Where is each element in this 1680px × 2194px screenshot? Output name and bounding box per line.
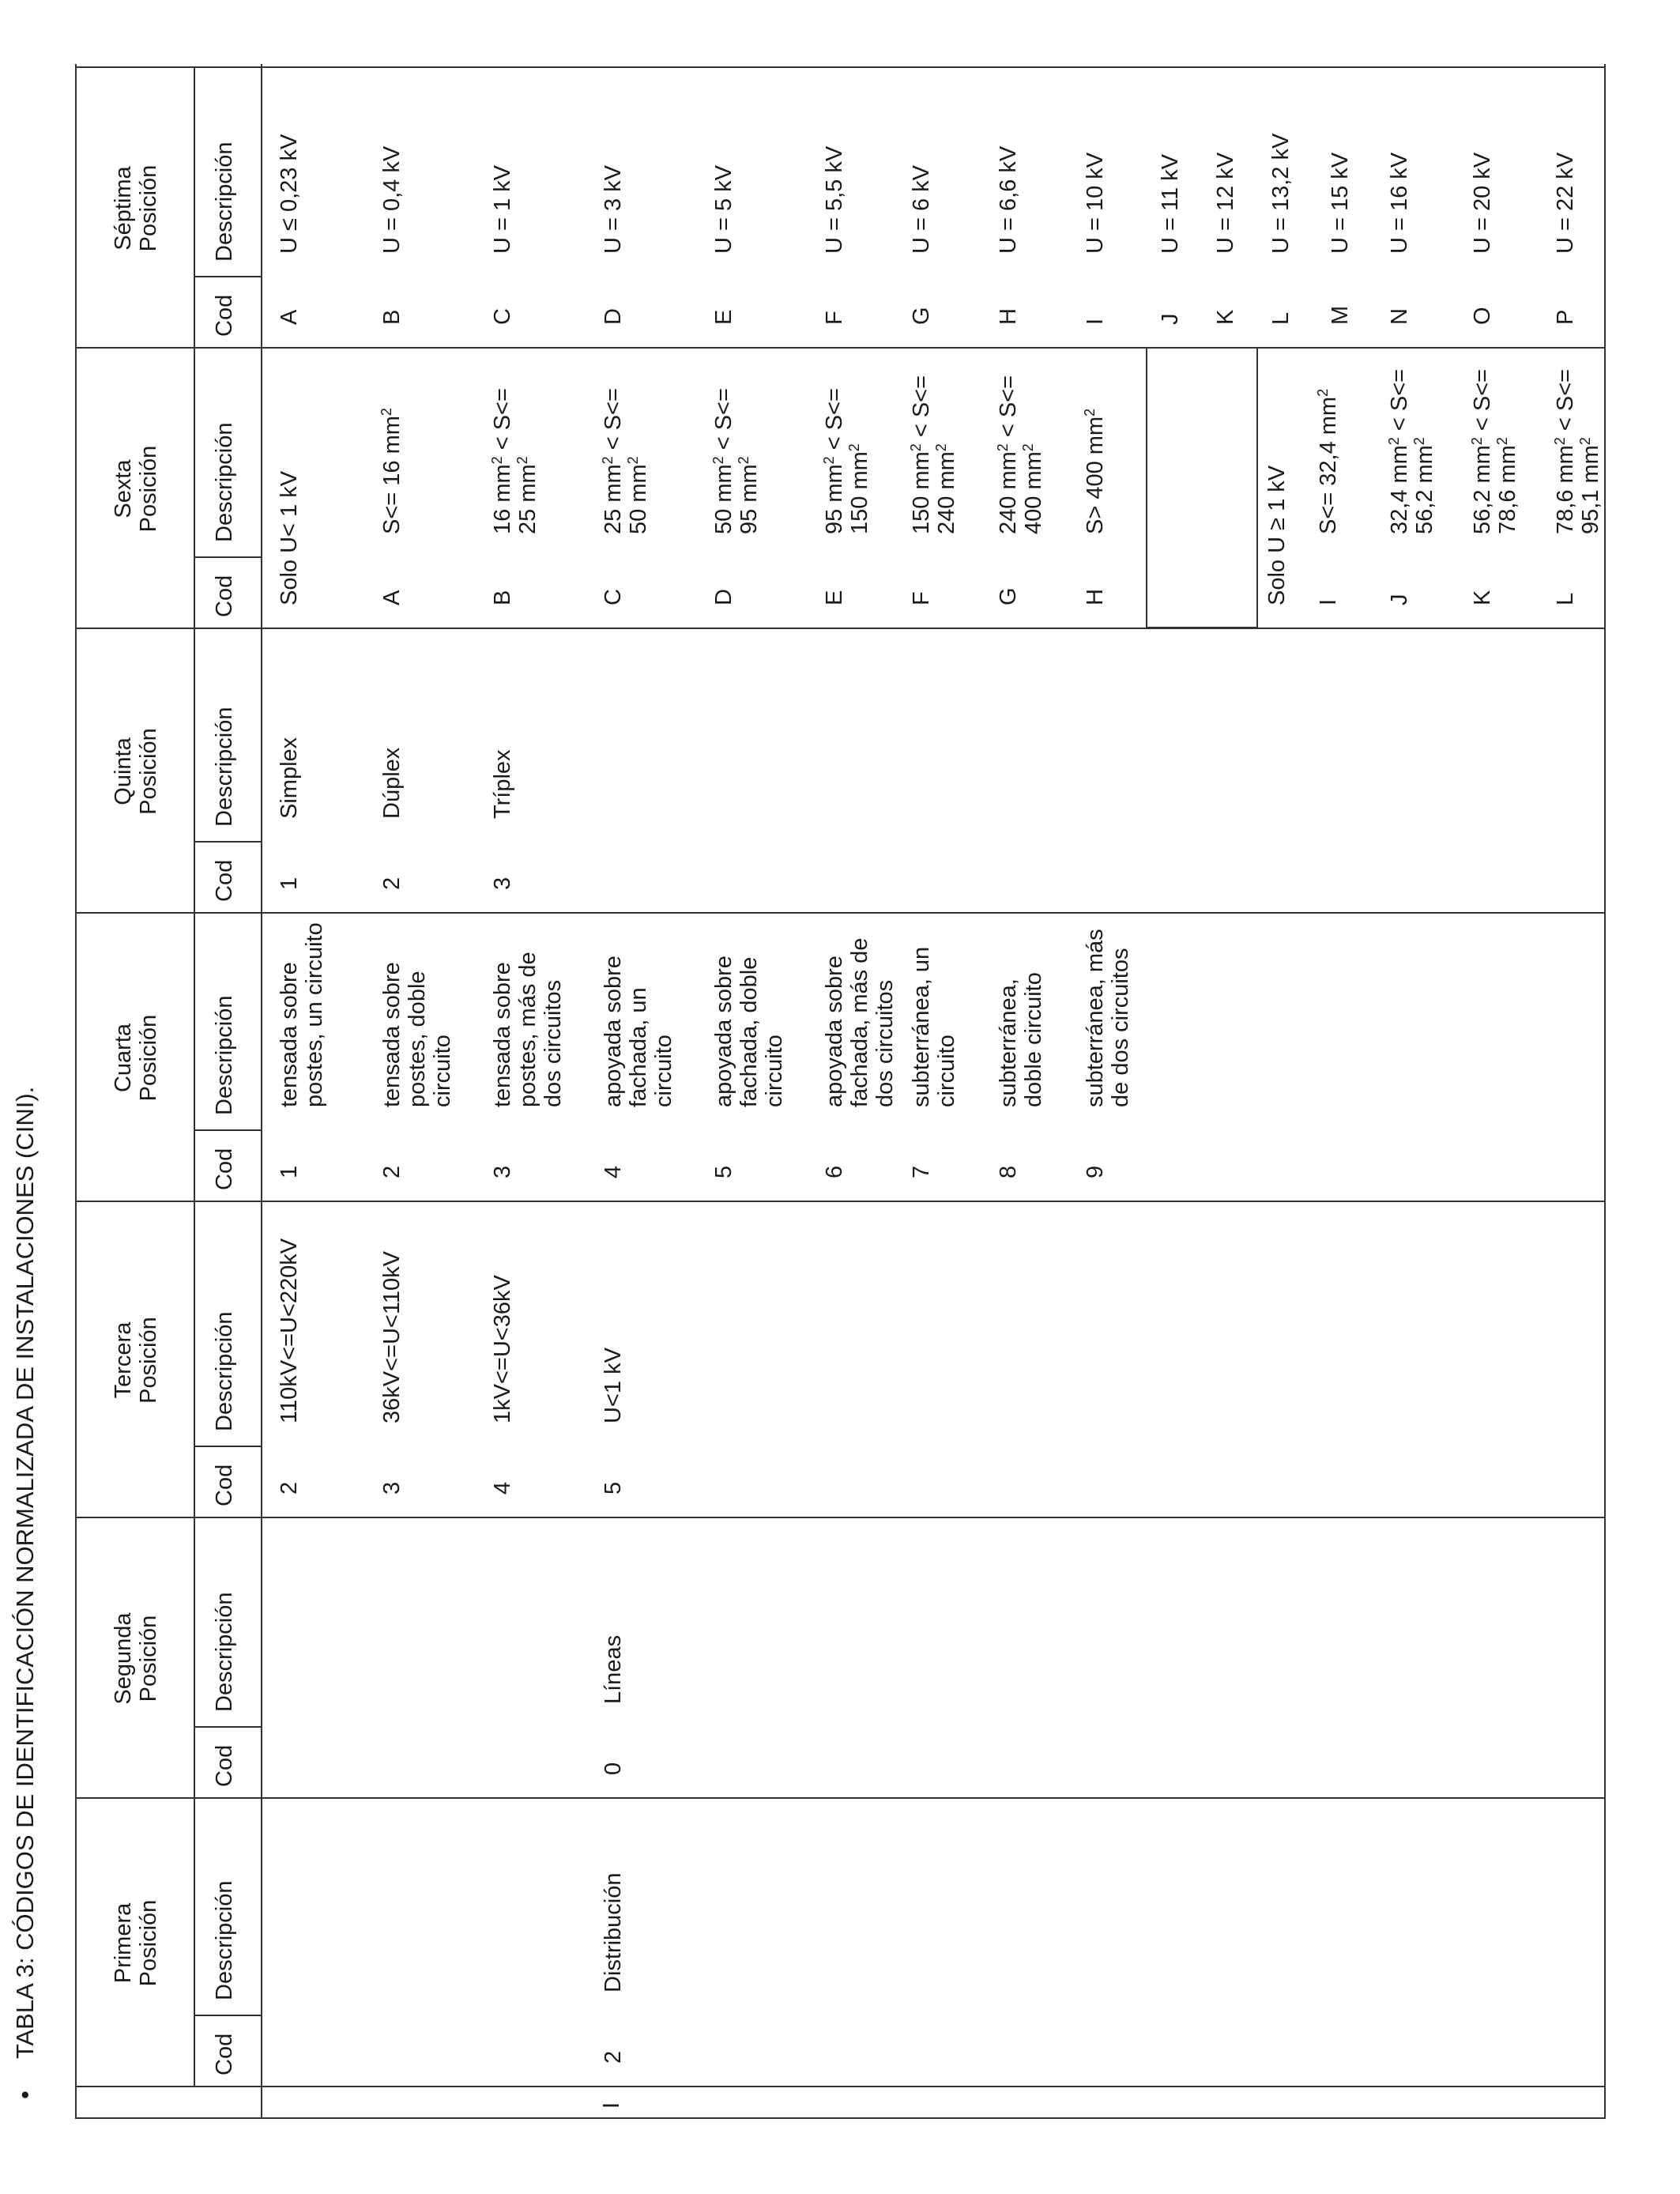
section-divider-upper bbox=[1146, 349, 1147, 628]
row-description: U = 0,4 kV bbox=[379, 145, 405, 254]
cini-prefix: I bbox=[599, 2102, 624, 2109]
row-code: J bbox=[1158, 313, 1183, 325]
table-caption bbox=[11, 1087, 40, 2099]
group-title: Cuarta Posición bbox=[111, 1014, 161, 1102]
row-description: 78,6 $mm^2 < S<=$ 95,1 $mm^2$ bbox=[1552, 368, 1603, 534]
row-description: U ≤ 0,23 kV bbox=[277, 134, 302, 254]
row-code: D bbox=[601, 308, 626, 325]
row-code: B bbox=[490, 590, 515, 605]
row-description: U = 1 kV bbox=[490, 164, 515, 254]
cod-desc-separator bbox=[194, 1129, 261, 1131]
row-description: U = 12 kV bbox=[1213, 152, 1238, 254]
row-code: 5 bbox=[601, 1481, 626, 1495]
row-description: Líneas bbox=[601, 1634, 626, 1704]
row-description: U = 13,2 kV bbox=[1268, 133, 1294, 254]
row-description: 95 $mm^2 < S<=$ 150 $mm^2$ bbox=[821, 388, 872, 534]
row-code: 2 bbox=[379, 876, 405, 890]
subheader-rule bbox=[194, 914, 195, 1202]
row-description: Dúplex bbox=[379, 747, 405, 819]
cod-desc-separator bbox=[194, 556, 261, 558]
row-description: subterránea, más de dos circuitos bbox=[1083, 929, 1133, 1107]
cod-desc-separator bbox=[194, 841, 261, 843]
row-code: 2 bbox=[277, 1481, 302, 1495]
subheader-rule bbox=[194, 1202, 195, 1518]
cod-column-header: Cod bbox=[212, 575, 237, 617]
row-description: S<= 16 $mm^2$ bbox=[379, 408, 405, 534]
row-description: subterránea, un circuito bbox=[909, 946, 959, 1107]
row-description: U = 6 kV bbox=[909, 164, 934, 254]
row-code: G bbox=[996, 587, 1021, 605]
row-code: 3 bbox=[490, 876, 515, 890]
row-code: J bbox=[1387, 594, 1412, 605]
cod-desc-separator bbox=[194, 2015, 261, 2016]
row-code: 6 bbox=[822, 1165, 847, 1178]
group-separator bbox=[75, 1201, 1604, 1202]
row-code: E bbox=[711, 309, 736, 325]
row-code: 1 bbox=[277, 1165, 302, 1178]
row-description: subterránea, doble circuito bbox=[996, 972, 1046, 1107]
row-code: 5 bbox=[711, 1165, 736, 1178]
bottom-rule bbox=[1604, 64, 1606, 2119]
row-code: K bbox=[1470, 590, 1495, 605]
caption-text: TABLA 3: CÓDIGOS DE IDENTIFICACIÓN NORMALIZADA DE INSTALACIONES (CINI). bbox=[11, 1086, 39, 2060]
row-description: apoyada sobre fachada, doble circuito bbox=[711, 956, 787, 1107]
row-description: S<= 32,4 $mm^2$ bbox=[1315, 388, 1341, 534]
group-title: Séptima Posición bbox=[111, 164, 161, 252]
group-separator bbox=[75, 2086, 1604, 2087]
group-separator bbox=[75, 347, 1604, 349]
row-description: 110kV<=U<220kV bbox=[277, 1238, 302, 1423]
row-description: apoyada sobre fachada, un circuito bbox=[601, 956, 676, 1107]
description-column-header: Descripción bbox=[212, 1311, 237, 1431]
group-separator bbox=[75, 1797, 1604, 1799]
cod-desc-separator bbox=[194, 1446, 261, 1447]
cod-desc-separator bbox=[194, 276, 261, 277]
row-code: F bbox=[822, 311, 847, 325]
row-code: L bbox=[1268, 311, 1294, 325]
row-code: 3 bbox=[379, 1481, 405, 1495]
row-description: U = 16 kV bbox=[1387, 152, 1412, 254]
row-code: L bbox=[1553, 592, 1578, 605]
description-column-header: Descripción bbox=[212, 1592, 237, 1712]
row-description: U = 3 kV bbox=[601, 164, 626, 254]
row-code: A bbox=[379, 590, 405, 605]
row-description: 36kV<=U<110kV bbox=[379, 1251, 405, 1423]
description-column-header: Descripción bbox=[212, 422, 237, 542]
row-description: U = 11 kV bbox=[1158, 154, 1183, 254]
row-code: 4 bbox=[490, 1481, 515, 1495]
subheader-rule bbox=[194, 629, 195, 914]
row-code: 0 bbox=[601, 1762, 626, 1775]
row-code: M bbox=[1328, 305, 1353, 325]
row-description: 240 $mm^2 < S<=$ 400 $mm^2$ bbox=[995, 375, 1046, 534]
row-description: 16 $mm^2 < S<=$ 25 $mm^2$ bbox=[489, 388, 541, 534]
row-code: E bbox=[822, 590, 847, 605]
caption-bullet: • bbox=[11, 2090, 39, 2099]
subheader-rule bbox=[194, 68, 195, 349]
row-description: U = 20 kV bbox=[1470, 152, 1495, 254]
row-description: tensada sobre postes, un circuito bbox=[277, 922, 327, 1107]
row-code: A bbox=[277, 309, 302, 325]
row-description: S> 400 $mm^2$ bbox=[1082, 408, 1108, 534]
cod-column-header: Cod bbox=[212, 294, 237, 337]
description-column-header: Descripción bbox=[212, 1880, 237, 2000]
cod-column-header: Cod bbox=[212, 1148, 237, 1190]
row-description: 32,4 $mm^2 < S<=$ 56,2 $mm^2$ bbox=[1386, 368, 1437, 534]
description-column-header: Descripción bbox=[212, 707, 237, 827]
row-description: Simplex bbox=[277, 737, 302, 819]
section-divider-lower bbox=[1256, 349, 1258, 628]
row-code: B bbox=[379, 309, 405, 325]
cod-column-header: Cod bbox=[212, 2033, 237, 2075]
group-title: Tercera Posición bbox=[111, 1317, 161, 1404]
row-description: apoyada sobre fachada, más de dos circuitos bbox=[822, 937, 898, 1107]
group-separator bbox=[75, 1517, 1604, 1518]
group-separator bbox=[75, 628, 1604, 629]
row-description: 25 $mm^2 < S<=$ 50 $mm^2$ bbox=[600, 388, 651, 534]
group-title: Segunda Posición bbox=[111, 1612, 161, 1705]
row-code: N bbox=[1387, 308, 1412, 325]
cod-column-header: Cod bbox=[212, 859, 237, 902]
group-title: Quinta Posición bbox=[111, 728, 161, 815]
row-description: U = 5,5 kV bbox=[822, 145, 847, 254]
subheader-rule bbox=[194, 1518, 195, 1799]
section-label-high-voltage: Solo U ≥ 1 kV bbox=[1264, 465, 1290, 605]
row-code: 2 bbox=[379, 1165, 405, 1178]
group-title: Primera Posición bbox=[111, 1899, 161, 1987]
section-divider-left bbox=[1146, 627, 1256, 628]
cod-column-header: Cod bbox=[212, 1744, 237, 1787]
row-code: D bbox=[711, 589, 736, 605]
row-code: O bbox=[1470, 307, 1495, 325]
row-description: tensada sobre postes, más de dos circuitos bbox=[490, 952, 566, 1107]
subheader-rule bbox=[194, 1799, 195, 2087]
row-code: 2 bbox=[601, 2050, 626, 2064]
row-code: C bbox=[601, 589, 626, 605]
row-description: tensada sobre postes, doble circuito bbox=[379, 962, 455, 1107]
row-description: U = 5 kV bbox=[711, 164, 736, 254]
group-title: Sexta Posición bbox=[111, 445, 161, 533]
top-rule bbox=[75, 64, 77, 2119]
header-rule bbox=[261, 64, 262, 2119]
row-code: K bbox=[1213, 309, 1238, 325]
row-code: I bbox=[1316, 598, 1341, 605]
subheader-rule bbox=[194, 349, 195, 629]
description-column-header: Descripción bbox=[212, 995, 237, 1115]
right-rule bbox=[75, 66, 1604, 68]
row-code: G bbox=[909, 307, 934, 325]
row-code: I bbox=[1083, 318, 1108, 325]
row-description: U<1 kV bbox=[601, 1348, 626, 1423]
row-description: U = 6,6 kV bbox=[996, 145, 1021, 254]
row-description: U = 10 kV bbox=[1083, 152, 1108, 254]
row-description: 50 $mm^2 < S<=$ 95 $mm^2$ bbox=[710, 388, 762, 534]
row-code: 8 bbox=[996, 1165, 1021, 1178]
row-code: 7 bbox=[909, 1165, 934, 1178]
description-column-header: Descripción bbox=[212, 141, 237, 262]
left-rule bbox=[75, 2117, 1606, 2119]
cod-desc-separator bbox=[194, 1726, 261, 1728]
row-code: H bbox=[996, 308, 1021, 325]
row-code: 1 bbox=[277, 876, 302, 890]
row-description: 150 $mm^2 < S<=$ 240 $mm^2$ bbox=[908, 375, 959, 534]
row-description: U = 15 kV bbox=[1328, 152, 1353, 254]
row-code: 4 bbox=[601, 1165, 626, 1178]
group-separator bbox=[75, 912, 1604, 914]
row-code: P bbox=[1553, 309, 1578, 325]
row-code: 9 bbox=[1083, 1165, 1108, 1178]
row-description: 56,2 $mm^2 < S<=$ 78,6 $mm^2$ bbox=[1469, 368, 1520, 534]
row-description: U = 22 kV bbox=[1553, 152, 1578, 254]
cod-column-header: Cod bbox=[212, 1464, 237, 1506]
row-code: 3 bbox=[490, 1165, 515, 1178]
section-label-low-voltage: Solo U< 1 kV bbox=[277, 470, 302, 605]
row-description: 1kV<=U<36kV bbox=[490, 1275, 515, 1423]
row-code: H bbox=[1083, 589, 1108, 605]
row-code: C bbox=[490, 308, 515, 325]
row-code: F bbox=[909, 591, 934, 605]
row-description: Tríplex bbox=[490, 749, 515, 819]
row-description: Distribución bbox=[601, 1872, 626, 1992]
